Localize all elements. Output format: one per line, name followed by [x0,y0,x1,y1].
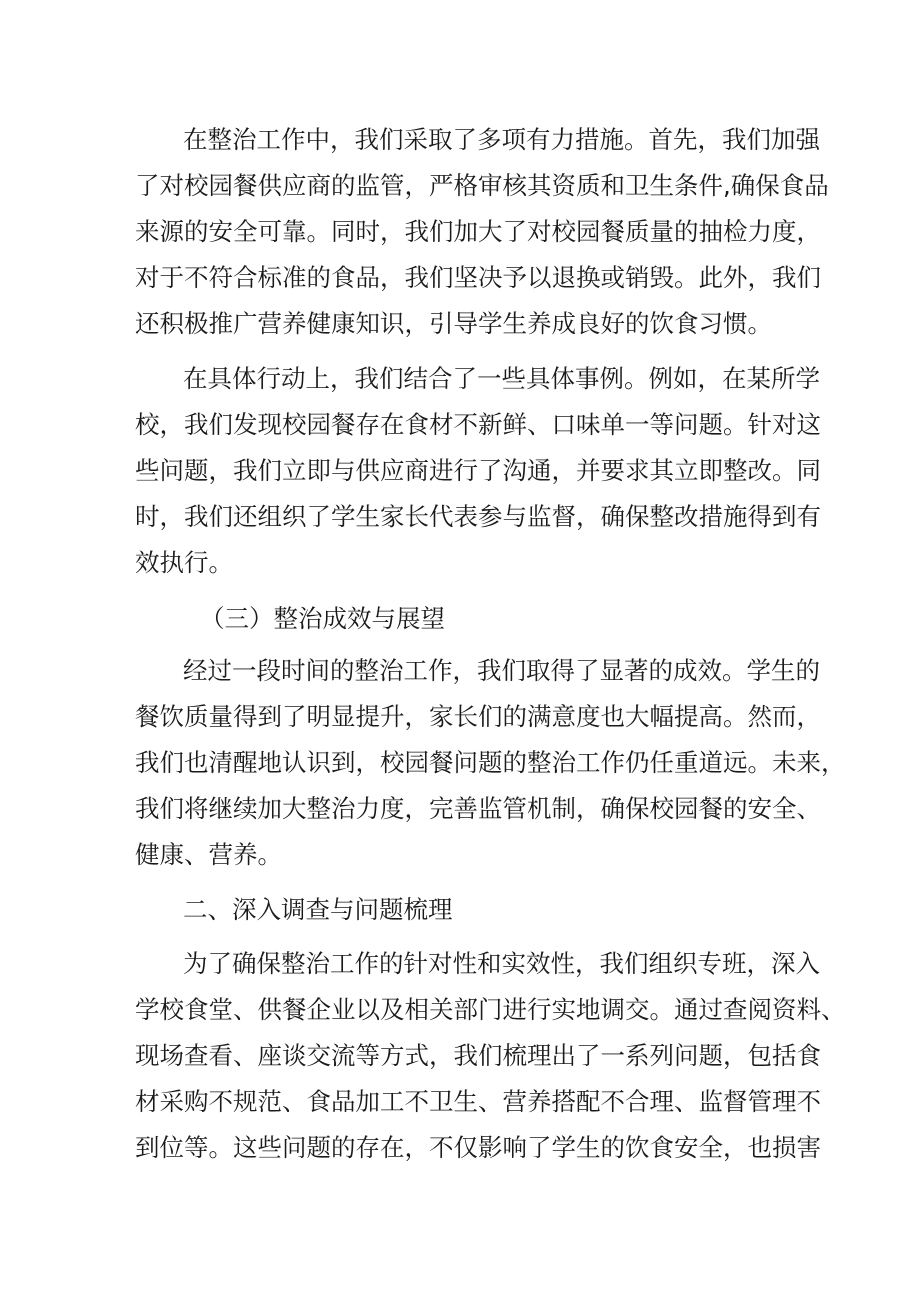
paragraph-4-line-1: 为了确保整治工作的针对性和实效性，我们组织专班，深入 [183,949,820,978]
paragraph-4-line-2: 学校食堂、供餐企业以及相关部门进行实地调交。通过查阅资料、 [135,995,846,1024]
paragraph-3-line-3: 我们也清醒地认识到，校园餐问题的整治工作仍任重道远。未来， [135,748,846,777]
paragraph-1-line-4: 对于不符合标准的食品，我们坚决予以退换或销毁。此外，我们 [135,263,821,292]
paragraph-2-line-4: 时，我们还组织了学生家长代表参与监督，确保整改措施得到有 [135,502,821,531]
paragraph-3-line-4: 我们将继续加大整治力度，完善监管机制，确保校园餐的安全、 [135,794,821,823]
paragraph-1-line-5: 还积极推广营养健康知识，引导学生养成良好的饮食习惯。 [135,309,772,338]
paragraph-2-line-1: 在具体行动上，我们结合了一些具体事例。例如，在某所学 [183,364,820,393]
paragraph-4-line-5: 到位等。这些问题的存在，不仅影响了学生的饮食安全，也损害 [135,1133,821,1162]
paragraph-3-line-2: 餐饮质量得到了明显提升，家长们的满意度也大幅提高。然而， [135,702,821,731]
paragraph-2-line-5: 效执行。 [135,548,233,577]
paragraph-1-line-3: 来源的安全可靠。同时，我们加大了对校园餐质量的抽检力度， [135,217,821,246]
section-heading-3: （三）整治成效与展望 [200,604,445,633]
paragraph-2-line-2: 校，我们发现校园餐存在食材不新鲜、口味单一等问题。针对这 [135,410,821,439]
section-heading-2: 二、深入调查与问题梳理 [183,895,453,924]
paragraph-2-line-3: 些问题，我们立即与供应商进行了沟通，并要求其立即整改。同 [135,456,821,485]
paragraph-4-line-4: 材采购不规范、食品加工不卫生、营养搭配不合理、监督管理不 [135,1087,821,1116]
paragraph-4-line-3: 现场查看、座谈交流等方式，我们梳理出了一系列问题，包括食 [135,1041,821,1070]
paragraph-3-line-1: 经过一段时间的整治工作，我们取得了显著的成效。学生的 [183,656,820,685]
paragraph-1-line-2: 了对校园餐供应商的监管，严格审核其资质和卫生条件,确保食品 [135,171,829,200]
paragraph-3-line-5: 健康、营养。 [135,840,282,869]
paragraph-1-line-1: 在整治工作中，我们采取了多项有力措施。首先，我们加强 [183,125,820,154]
